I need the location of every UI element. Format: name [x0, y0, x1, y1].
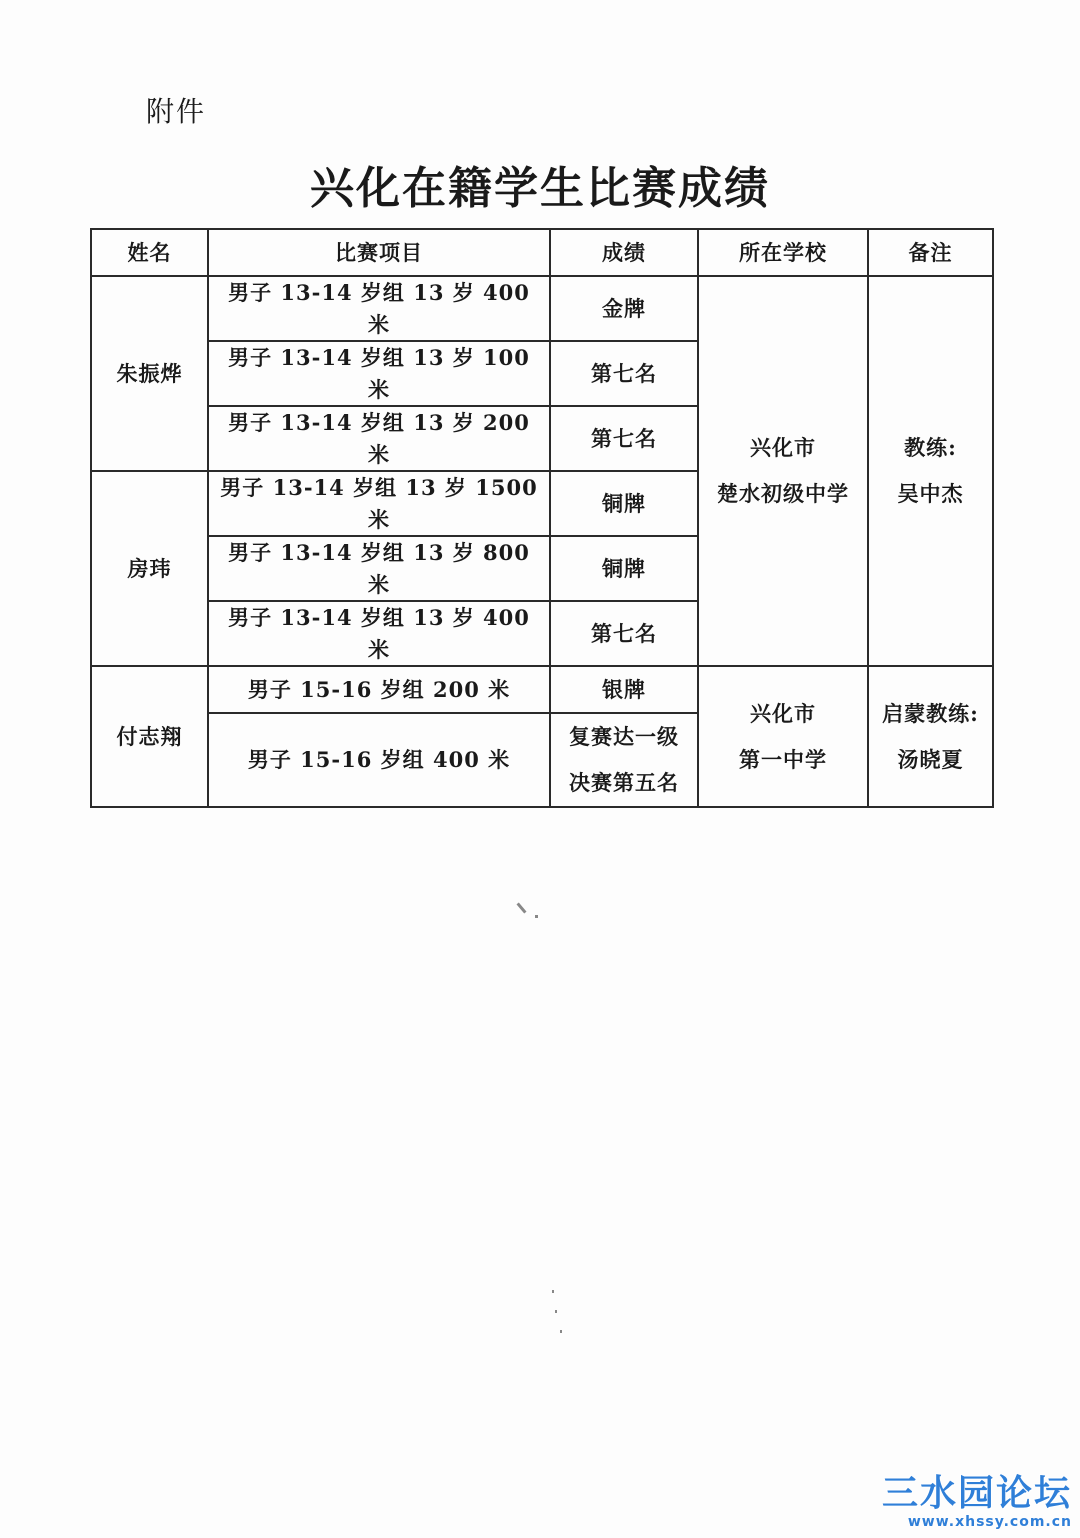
- result-line: 复赛达一级: [569, 724, 679, 749]
- result-cell: 第七名: [550, 601, 698, 666]
- scan-speck: [516, 902, 526, 913]
- note-cell: [868, 666, 993, 807]
- event-cell: 男子 13-14 岁组 13 岁 1500 米: [208, 471, 550, 536]
- note-cell: [868, 276, 993, 666]
- event-cell: 男子 15-16 岁组 400 米: [208, 713, 550, 807]
- table-row: [91, 276, 993, 341]
- scan-speck: [535, 915, 538, 918]
- result-cell: 第七名: [550, 406, 698, 471]
- note-line: 启蒙教练:: [882, 700, 979, 726]
- attachment-label: 附件: [146, 95, 207, 128]
- result-cell: 铜牌: [550, 536, 698, 601]
- event-cell: 男子 13-14 岁组 13 岁 400 米: [208, 276, 550, 341]
- note-line: 教练:: [904, 435, 957, 460]
- note-line: 汤晓夏: [897, 746, 964, 772]
- header-result: 成绩: [550, 229, 698, 276]
- document-title: 兴化在籍学生比赛成绩: [310, 163, 770, 214]
- note-line: 吴中杰: [897, 481, 964, 506]
- athlete-name: 房玮: [91, 471, 208, 666]
- table-row: [91, 666, 993, 713]
- watermark-logo: 三水园论坛: [881, 1473, 1072, 1514]
- scan-speck: [555, 1310, 557, 1313]
- event-cell: 男子 13-14 岁组 13 岁 100 米: [208, 341, 550, 406]
- table-header-row: [91, 229, 993, 276]
- header-note: 备注: [868, 229, 993, 276]
- school-line: 楚水初级中学: [717, 481, 849, 506]
- school-line: 兴化市: [750, 700, 816, 726]
- watermark-url: www.xhssy.com.cn: [907, 1514, 1072, 1530]
- athlete-name: 付志翔: [91, 666, 208, 807]
- results-table: [90, 228, 994, 808]
- school-cell: [698, 276, 868, 666]
- school-line: 第一中学: [739, 746, 827, 772]
- scan-speck: [552, 1290, 554, 1293]
- site-watermark: [881, 1473, 1072, 1530]
- scan-speck: [560, 1330, 562, 1333]
- header-school: 所在学校: [698, 229, 868, 276]
- result-cell: [550, 713, 698, 807]
- athlete-name: 朱振烨: [91, 276, 208, 471]
- header-name: 姓名: [91, 229, 208, 276]
- result-cell: 第七名: [550, 341, 698, 406]
- result-cell: 金牌: [550, 276, 698, 341]
- result-line: 决赛第五名: [569, 770, 679, 795]
- event-cell: 男子 13-14 岁组 13 岁 800 米: [208, 536, 550, 601]
- school-cell: [698, 666, 868, 807]
- result-cell: 银牌: [550, 666, 698, 713]
- event-cell: 男子 13-14 岁组 13 岁 200 米: [208, 406, 550, 471]
- event-cell: 男子 13-14 岁组 13 岁 400 米: [208, 601, 550, 666]
- result-cell: 铜牌: [550, 471, 698, 536]
- header-event: 比赛项目: [208, 229, 550, 276]
- school-line: 兴化市: [750, 435, 816, 460]
- event-cell: 男子 15-16 岁组 200 米: [208, 666, 550, 713]
